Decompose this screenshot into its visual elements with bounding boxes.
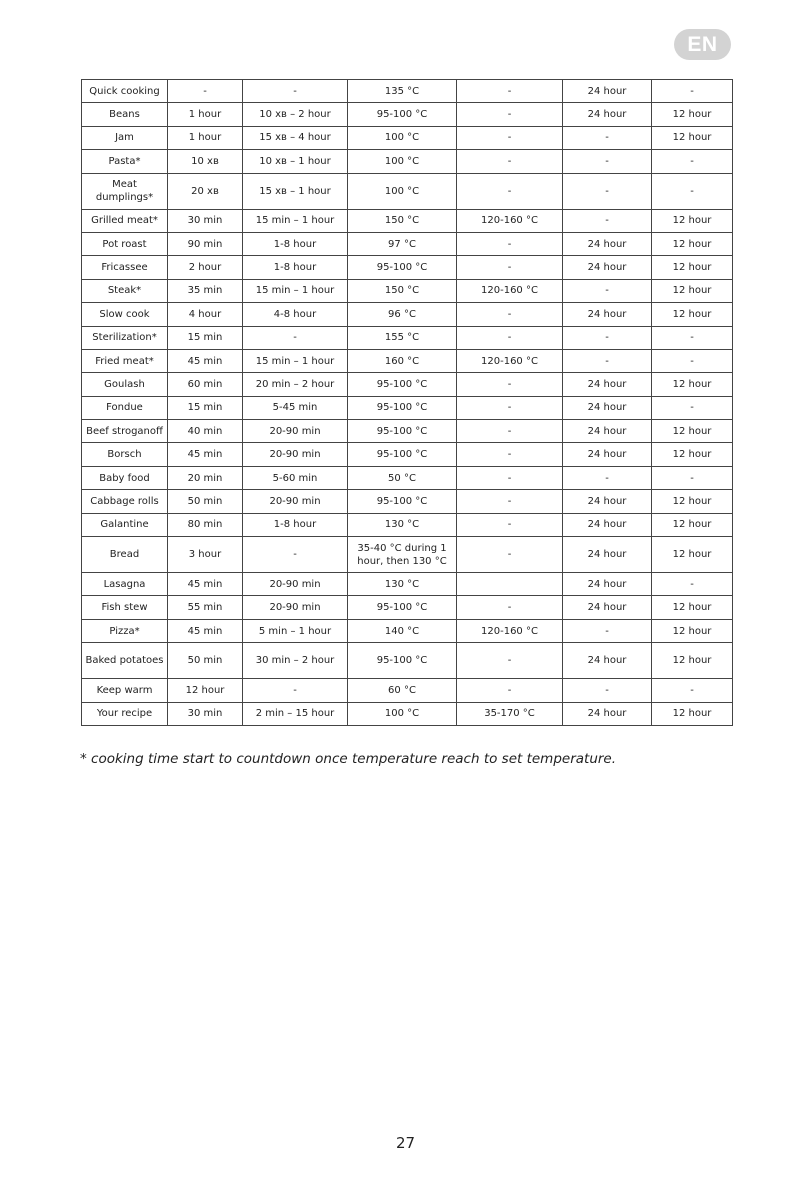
default-time-cell: 30 min [168,702,243,725]
default-time-cell: 10 хв [168,150,243,173]
temperature-range-cell [457,573,563,596]
program-cell: Baby food [82,466,168,489]
table-row [82,596,733,619]
default-time-cell: 90 min [168,232,243,255]
keep-warm-cell: 12 hour [652,209,733,232]
table-row [82,466,733,489]
time-range-cell: 10 хв – 2 hour [243,103,348,126]
default-time-cell: 45 min [168,443,243,466]
table-row [82,150,733,173]
table-row [82,279,733,302]
temperature-cell: 50 °C [348,466,457,489]
time-range-cell: 20 min – 2 hour [243,373,348,396]
table-row [82,326,733,349]
program-cell: Your recipe [82,702,168,725]
temperature-cell: 130 °C [348,513,457,536]
keep-warm-cell: 12 hour [652,103,733,126]
temperature-range-cell: - [457,466,563,489]
time-range-cell: - [243,326,348,349]
time-range-cell: 15 min – 1 hour [243,349,348,372]
temperature-range-cell: - [457,537,563,573]
program-cell: Beef stroganoff [82,420,168,443]
delay-start-cell: - [563,619,652,642]
default-time-cell: 80 min [168,513,243,536]
program-cell: Grilled meat* [82,209,168,232]
program-cell: Slow cook [82,303,168,326]
keep-warm-cell: - [652,349,733,372]
default-time-cell: 1 hour [168,103,243,126]
default-time-cell: 50 min [168,490,243,513]
default-time-cell: 20 хв [168,173,243,209]
temperature-cell: 95-100 °C [348,256,457,279]
delay-start-cell: 24 hour [563,303,652,326]
default-time-cell: 15 min [168,396,243,419]
delay-start-cell: 24 hour [563,443,652,466]
time-range-cell: 5 min – 1 hour [243,619,348,642]
program-cell: Sterilization* [82,326,168,349]
delay-start-cell: 24 hour [563,232,652,255]
table-row [82,126,733,149]
temperature-range-cell: - [457,103,563,126]
delay-start-cell: 24 hour [563,256,652,279]
time-range-cell: 20-90 min [243,420,348,443]
time-range-cell: 1-8 hour [243,513,348,536]
time-range-cell: 15 хв – 4 hour [243,126,348,149]
keep-warm-cell: - [652,466,733,489]
program-cell: Bread [82,537,168,573]
keep-warm-cell: - [652,326,733,349]
program-cell: Keep warm [82,679,168,702]
temperature-range-cell: - [457,256,563,279]
temperature-cell: 95-100 °C [348,103,457,126]
table-row [82,103,733,126]
default-time-cell: 45 min [168,349,243,372]
default-time-cell: 45 min [168,619,243,642]
delay-start-cell: 24 hour [563,420,652,443]
program-cell: Cabbage rolls [82,490,168,513]
default-time-cell: 40 min [168,420,243,443]
table-row [82,80,733,103]
program-cell: Pasta* [82,150,168,173]
default-time-cell: 2 hour [168,256,243,279]
temperature-range-cell: - [457,303,563,326]
time-range-cell: 20-90 min [243,490,348,513]
temperature-range-cell: - [457,373,563,396]
time-range-cell: 20-90 min [243,596,348,619]
keep-warm-cell: - [652,150,733,173]
default-time-cell: 50 min [168,643,243,679]
temperature-range-cell: - [457,513,563,536]
time-range-cell: 20-90 min [243,573,348,596]
delay-start-cell: - [563,326,652,349]
temperature-cell: 60 °C [348,679,457,702]
temperature-cell: 100 °C [348,702,457,725]
temperature-cell: 96 °C [348,303,457,326]
temperature-cell: 135 °C [348,80,457,103]
program-cell: Fondue [82,396,168,419]
table-row [82,303,733,326]
delay-start-cell: - [563,349,652,372]
delay-start-cell: - [563,173,652,209]
delay-start-cell: 24 hour [563,80,652,103]
table-row [82,490,733,513]
keep-warm-cell: 12 hour [652,596,733,619]
cooking-programs-table [81,79,733,726]
temperature-cell: 95-100 °C [348,396,457,419]
keep-warm-cell: 12 hour [652,420,733,443]
time-range-cell: - [243,537,348,573]
keep-warm-cell: - [652,396,733,419]
default-time-cell: 20 min [168,466,243,489]
table-row [82,173,733,209]
delay-start-cell: 24 hour [563,396,652,419]
default-time-cell: 12 hour [168,679,243,702]
temperature-range-cell: 120-160 °C [457,349,563,372]
temperature-cell: 95-100 °C [348,643,457,679]
default-time-cell: 15 min [168,326,243,349]
keep-warm-cell: 12 hour [652,537,733,573]
delay-start-cell: 24 hour [563,573,652,596]
table-row [82,443,733,466]
table-row [82,349,733,372]
program-cell: Baked potatoes [82,643,168,679]
table-row [82,256,733,279]
default-time-cell: 45 min [168,573,243,596]
keep-warm-cell: 12 hour [652,513,733,536]
default-time-cell: 60 min [168,373,243,396]
temperature-cell: 35-40 °C during 1 hour, then 130 °C [348,537,457,573]
keep-warm-cell: 12 hour [652,232,733,255]
time-range-cell: 1-8 hour [243,256,348,279]
program-cell: Goulash [82,373,168,396]
keep-warm-cell: 12 hour [652,702,733,725]
temperature-range-cell: - [457,80,563,103]
temperature-cell: 100 °C [348,173,457,209]
program-cell: Jam [82,126,168,149]
program-cell: Pizza* [82,619,168,642]
delay-start-cell: 24 hour [563,490,652,513]
time-range-cell: - [243,80,348,103]
default-time-cell: 30 min [168,209,243,232]
table-row [82,702,733,725]
time-range-cell: 10 хв – 1 hour [243,150,348,173]
temperature-range-cell: 35-170 °C [457,702,563,725]
temperature-range-cell: - [457,232,563,255]
keep-warm-cell: - [652,679,733,702]
default-time-cell: 3 hour [168,537,243,573]
program-cell: Pot roast [82,232,168,255]
time-range-cell: 5-45 min [243,396,348,419]
temperature-cell: 95-100 °C [348,490,457,513]
temperature-range-cell: - [457,126,563,149]
keep-warm-cell: 12 hour [652,643,733,679]
program-cell: Beans [82,103,168,126]
delay-start-cell: - [563,126,652,149]
table-row [82,679,733,702]
temperature-range-cell: 120-160 °C [457,619,563,642]
temperature-range-cell: - [457,173,563,209]
keep-warm-cell: 12 hour [652,443,733,466]
program-cell: Meat dumplings* [82,173,168,209]
keep-warm-cell: 12 hour [652,126,733,149]
time-range-cell: 4-8 hour [243,303,348,326]
temperature-range-cell: - [457,596,563,619]
temperature-cell: 160 °C [348,349,457,372]
temperature-cell: 95-100 °C [348,373,457,396]
temperature-range-cell: - [457,396,563,419]
program-cell: Galantine [82,513,168,536]
temperature-cell: 97 °C [348,232,457,255]
program-cell: Borsch [82,443,168,466]
table-row [82,619,733,642]
keep-warm-cell: - [652,80,733,103]
temperature-cell: 95-100 °C [348,596,457,619]
time-range-cell: 2 min – 15 hour [243,702,348,725]
delay-start-cell: - [563,466,652,489]
delay-start-cell: - [563,279,652,302]
program-cell: Fricassee [82,256,168,279]
program-cell: Lasagna [82,573,168,596]
table-row [82,573,733,596]
time-range-cell: 5-60 min [243,466,348,489]
default-time-cell: 4 hour [168,303,243,326]
default-time-cell: 55 min [168,596,243,619]
table-row [82,232,733,255]
time-range-cell: 30 min – 2 hour [243,643,348,679]
program-cell: Quick cooking [82,80,168,103]
temperature-cell: 155 °C [348,326,457,349]
keep-warm-cell: 12 hour [652,256,733,279]
table-row [82,373,733,396]
temperature-cell: 100 °C [348,126,457,149]
temperature-cell: 95-100 °C [348,443,457,466]
program-cell: Fried meat* [82,349,168,372]
time-range-cell: - [243,679,348,702]
table-row [82,643,733,679]
temperature-cell: 130 °C [348,573,457,596]
default-time-cell: 35 min [168,279,243,302]
temperature-cell: 140 °C [348,619,457,642]
temperature-range-cell: - [457,150,563,173]
delay-start-cell: 24 hour [563,513,652,536]
temperature-range-cell: - [457,443,563,466]
delay-start-cell: 24 hour [563,103,652,126]
footnote: * cooking time start to countdown once temperature reach to set temperature. [80,751,617,767]
temperature-range-cell: - [457,420,563,443]
language-badge: EN [674,29,731,60]
table-row [82,209,733,232]
delay-start-cell: - [563,209,652,232]
keep-warm-cell: - [652,173,733,209]
temperature-cell: 150 °C [348,209,457,232]
delay-start-cell: 24 hour [563,373,652,396]
default-time-cell: 1 hour [168,126,243,149]
temperature-cell: 100 °C [348,150,457,173]
keep-warm-cell: 12 hour [652,373,733,396]
table-row [82,537,733,573]
table-row [82,396,733,419]
delay-start-cell: - [563,679,652,702]
temperature-range-cell: - [457,490,563,513]
keep-warm-cell: 12 hour [652,490,733,513]
time-range-cell: 15 хв – 1 hour [243,173,348,209]
time-range-cell: 15 min – 1 hour [243,209,348,232]
default-time-cell: - [168,80,243,103]
temperature-range-cell: - [457,679,563,702]
table-row [82,420,733,443]
keep-warm-cell: 12 hour [652,303,733,326]
temperature-range-cell: - [457,326,563,349]
temperature-range-cell: - [457,643,563,679]
temperature-range-cell: 120-160 °C [457,279,563,302]
temperature-range-cell: 120-160 °C [457,209,563,232]
keep-warm-cell: 12 hour [652,619,733,642]
temperature-cell: 95-100 °C [348,420,457,443]
delay-start-cell: - [563,150,652,173]
time-range-cell: 1-8 hour [243,232,348,255]
time-range-cell: 20-90 min [243,443,348,466]
delay-start-cell: 24 hour [563,702,652,725]
delay-start-cell: 24 hour [563,643,652,679]
table-row [82,513,733,536]
delay-start-cell: 24 hour [563,596,652,619]
delay-start-cell: 24 hour [563,537,652,573]
time-range-cell: 15 min – 1 hour [243,279,348,302]
page-number: 27 [395,1134,416,1152]
temperature-cell: 150 °C [348,279,457,302]
program-cell: Steak* [82,279,168,302]
program-cell: Fish stew [82,596,168,619]
keep-warm-cell: - [652,573,733,596]
keep-warm-cell: 12 hour [652,279,733,302]
